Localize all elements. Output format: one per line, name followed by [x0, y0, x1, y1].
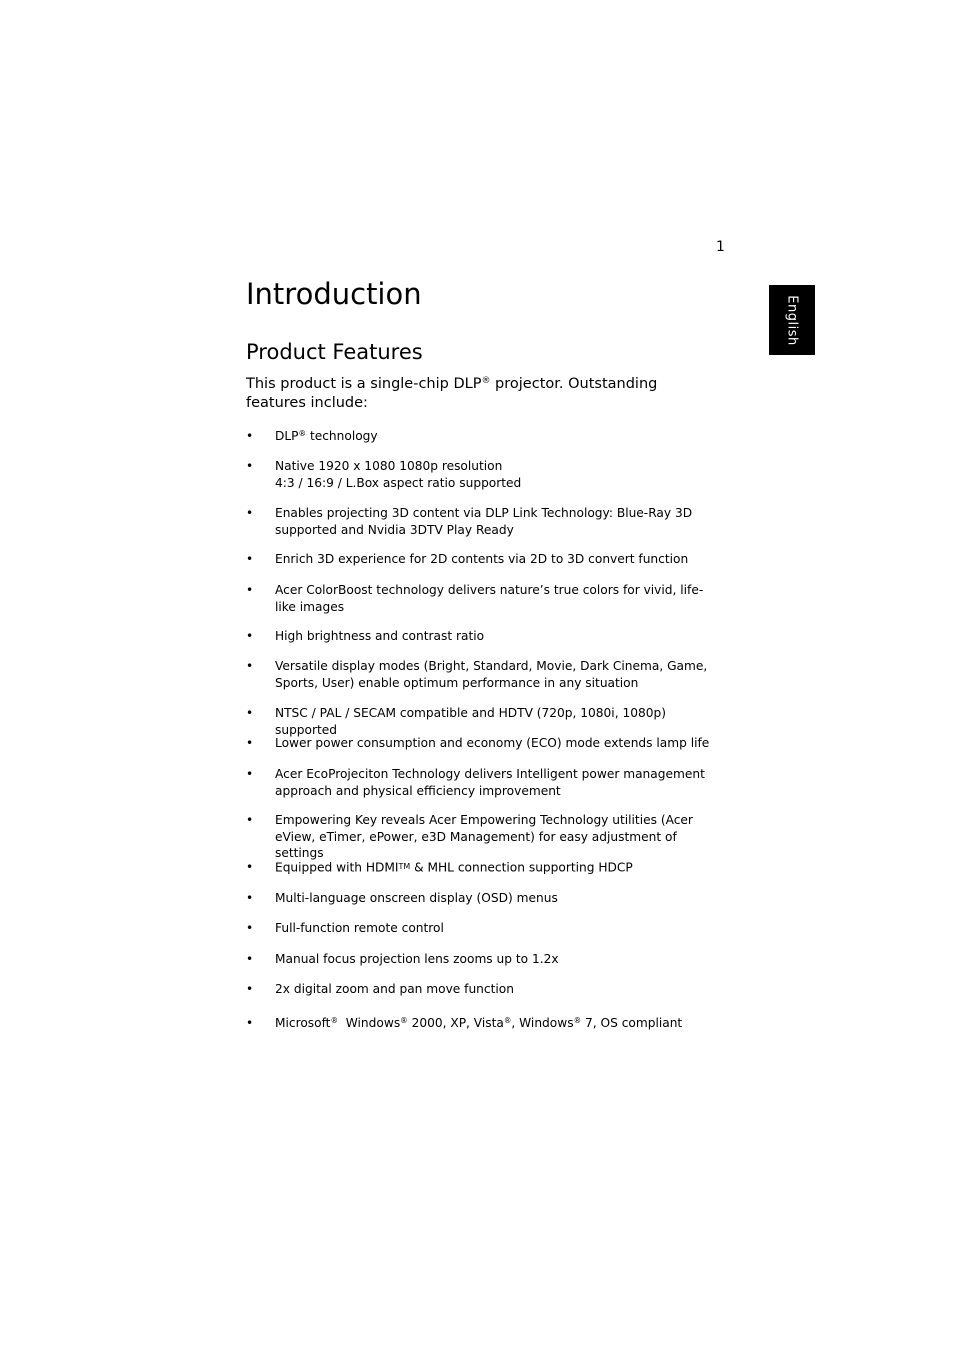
language-tab-label: English [784, 294, 800, 346]
feature-text [275, 1015, 724, 1032]
bullet: • [246, 706, 254, 720]
list-item [246, 920, 724, 937]
bullet: • [246, 767, 254, 781]
list-item [246, 582, 724, 615]
bullet: • [246, 736, 254, 750]
feature-text-part: , Windows [511, 1016, 574, 1030]
list-item [246, 981, 724, 998]
trademark-mark: TM [398, 862, 411, 871]
list-item [246, 505, 724, 538]
feature-text-part: & MHL connection supporting HDCP [410, 860, 633, 875]
list-item [246, 735, 724, 752]
bullet: • [246, 459, 254, 473]
feature-text: Acer EcoProjeciton Technology delivers Intelligent power management approach and physical efficiency improvement [275, 767, 705, 798]
list-item [246, 428, 724, 445]
feature-text: Enables projecting 3D content via DLP Link Technology: Blue-Ray 3D supported and Nvidia 3DTV Play Ready [275, 506, 693, 537]
bullet: • [246, 583, 254, 597]
feature-text: Lower power consumption and economy (ECO) mode extends lamp life [275, 736, 710, 750]
feature-text: Multi-language onscreen display (OSD) menus [275, 891, 558, 905]
list-item [246, 658, 724, 691]
list-item [246, 458, 724, 491]
feature-text: Empowering Key reveals Acer Empowering Technology utilities (Acer eView, eTimer, ePower, e3D Management) for easy adjustment of settings [275, 813, 693, 860]
registered-mark: ® [503, 1015, 512, 1025]
bullet: • [246, 982, 254, 996]
bullet: • [246, 921, 254, 935]
list-item [246, 551, 724, 568]
feature-text-part: Microsoft [275, 1016, 331, 1030]
registered-mark: ® [573, 1015, 582, 1025]
feature-text-part: Windows [345, 1016, 401, 1030]
list-item [246, 859, 724, 876]
feature-text: 2x digital zoom and pan move function [275, 982, 514, 996]
list-item [246, 890, 724, 907]
feature-text: Enrich 3D experience for 2D contents via 2D to 3D convert function [275, 552, 689, 566]
list-item [246, 951, 724, 968]
list-item [246, 628, 724, 645]
feature-text: Manual focus projection lens zooms up to 1.2x [275, 952, 559, 966]
feature-text-part: Equipped with HDMI [275, 860, 399, 875]
bullet: • [246, 429, 254, 443]
feature-text [275, 428, 724, 445]
bullet: • [246, 659, 254, 673]
feature-text-part: 2000, XP, Vista [407, 1016, 504, 1030]
feature-text-part: 7, OS compliant [581, 1016, 683, 1030]
registered-mark: ® [400, 1015, 408, 1025]
bullet: • [246, 506, 254, 520]
registered-mark: ® [330, 1015, 339, 1025]
list-item [246, 766, 724, 799]
feature-text-line: Native 1920 x 1080 1080p resolution [275, 459, 503, 473]
list-item [246, 705, 724, 738]
bullet: • [246, 860, 254, 874]
feature-text-line: 4:3 / 16:9 / L.Box aspect ratio supported [275, 475, 522, 490]
feature-text [275, 458, 724, 491]
bullet: • [246, 1016, 254, 1030]
feature-text [275, 859, 724, 876]
feature-text-part: technology [306, 429, 378, 443]
bullet: • [246, 952, 254, 966]
list-item [246, 812, 724, 862]
intro-text-start: This product is a single-chip DLP [246, 376, 482, 392]
feature-text: NTSC / PAL / SECAM compatible and HDTV (720p, 1080i, 1080p) supported [275, 706, 666, 737]
feature-text-part: DLP [275, 429, 299, 443]
feature-text: High brightness and contrast ratio [275, 629, 485, 643]
section-title: Product Features [246, 340, 423, 364]
bullet: • [246, 552, 254, 566]
feature-text: Full-function remote control [275, 921, 444, 935]
feature-text: Acer ColorBoost technology delivers nature’s true colors for vivid, life-like images [275, 583, 704, 614]
page-number: 1 [716, 239, 725, 255]
bullet: • [246, 891, 254, 905]
registered-mark: ® [298, 428, 307, 438]
registered-mark: ® [481, 376, 491, 387]
list-item [246, 1015, 724, 1032]
intro-paragraph [246, 375, 716, 413]
intro-text-end: projector. Outstanding features include: [246, 376, 658, 411]
language-tab [769, 285, 815, 355]
page-title: Introduction [246, 277, 422, 311]
bullet: • [246, 813, 254, 827]
bullet: • [246, 629, 254, 643]
feature-text: Versatile display modes (Bright, Standard, Movie, Dark Cinema, Game, Sports, User) enable optimum performance in any situation [275, 659, 708, 690]
